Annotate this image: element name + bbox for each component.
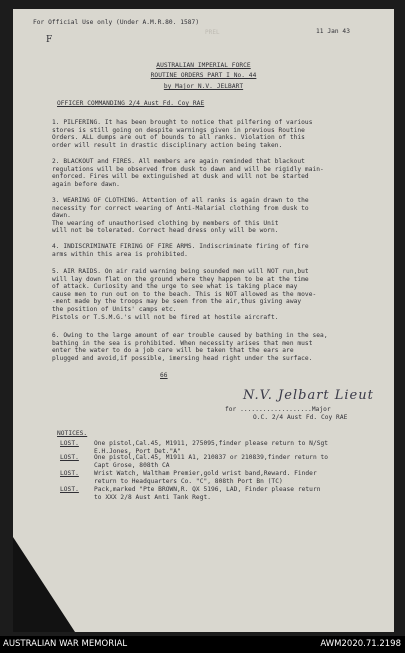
notice-text: Pack,marked "Pte BROWN,R. QX 5196, LAD, Finder please return [94, 486, 321, 493]
paragraph-air-raids [52, 268, 382, 321]
paragraph-line: will lay down flat on the ground where they happen to be at the time [52, 275, 309, 283]
notice-text: to XXX 2/8 Aust Anti Tank Regt. [94, 493, 212, 501]
notice-text: One pistol,Cal.45, M1911, 275095,finder please return to N/Sgt [94, 440, 329, 447]
document-sheet [13, 9, 394, 632]
paragraph-ear-trouble [52, 332, 382, 362]
notice-text: Wrist Watch, Waltham Premier,gold wrist band,Reward. Finder [94, 470, 317, 477]
paragraph-line: arms within this area is prohibited. [52, 250, 188, 258]
signature-line: for ...................Major [225, 406, 331, 413]
paragraph-line: 4. INDISCRIMINATE FIRING OF FIRE ARMS. Indiscriminate firing of fire [52, 243, 309, 250]
paragraph-line: 1. PILFERING. It has been brought to notice that pilfering of various [52, 119, 313, 126]
notice-text: Capt Grose, 808th CA [94, 461, 170, 469]
paragraph-line: 5. AIR RAIDS. On air raid warning being sounded men will NOT run,but [52, 268, 309, 275]
paragraph-line: -ment made by the troops may be seen from the air,thus giving away [52, 298, 302, 306]
paragraph-line: 6. Owing to the large amount of ear trouble caused by bathing in the sea, [52, 332, 328, 339]
handwritten-mark: F [46, 35, 53, 45]
paragraph-line: Orders. ALL dumps are out of bounds to all ranks. Violation of this [52, 134, 305, 142]
paragraph-line: of attack. Curiosity and the urge to see what is taking place may [52, 283, 298, 291]
paragraph-line: the position of Units' camps etc. [52, 305, 177, 313]
paragraph-line: 3. WEARING OF CLOTHING. Attention of all ranks is again drawn to the [52, 197, 309, 204]
paragraph-line: cause men to run out on to the beach. This is NOT allowed as the move- [52, 290, 317, 298]
notice-item [60, 486, 390, 501]
notice-item [60, 440, 390, 455]
title-by-major: by Major N.V. JELBART [163, 83, 244, 90]
paragraph-line: dawn. [52, 212, 71, 220]
paragraph-line: regulations will be observed from dusk to dawn and will be rigidly main- [52, 165, 324, 173]
notice-label: LOST. [60, 440, 79, 447]
footer-accession-number: AWM2020.71.2198 [320, 639, 401, 649]
paragraph-line: The wearing of unauthorised clothing by members of this Unit [52, 219, 279, 227]
notice-label: LOST. [60, 454, 79, 461]
officer-commanding: OFFICER COMMANDING 2/4 Aust Fd. Coy RAE [57, 100, 205, 107]
notice-item [60, 454, 390, 469]
notice-label: LOST. [60, 470, 79, 477]
title-routine-orders: ROUTINE ORDERS PART I No. 44 [150, 72, 257, 79]
end-number: 66 [160, 372, 168, 379]
notice-text: E.H.Jones, Port Det."A" [94, 447, 181, 455]
order-date: 11 Jan 43 [316, 28, 350, 35]
paragraph-line: Pistols or T.S.M.G.'s will not be fired at hostile aircraft. [52, 313, 279, 321]
paragraph-line: enforced. Fires will be extinguished at dusk and will not be started [52, 173, 309, 181]
notice-item [60, 470, 390, 485]
signature-handwriting: N.V. Jelbart Lieut [243, 388, 374, 403]
paragraph-line: will not be tolerated. Correct head dress only will be worn. [52, 227, 279, 235]
paragraph-line: 2. BLACKOUT and FIRES. All members are again reminded that blackout [52, 158, 305, 165]
notices-heading: NOTICES. [57, 430, 88, 437]
paragraph-line: order will result in drastic disciplinary action being taken. [52, 141, 283, 149]
torn-corner [13, 537, 75, 632]
notice-text: return to Headquarters Co. "C", 808th Port Bn (TC) [94, 477, 283, 485]
paragraph-blackout [52, 158, 382, 188]
faint-stamp: PREL [205, 29, 220, 36]
official-use-header: For Official Use only (Under A.M.R.80. 1587) [33, 19, 200, 26]
paragraph-fire-arms [52, 243, 382, 258]
paragraph-pilfering [52, 119, 382, 149]
title-force: AUSTRALIAN IMPERIAL FORCE [156, 62, 251, 69]
paragraph-line: again before dawn. [52, 180, 120, 188]
signature-title: O.C. 2/4 Aust Fd. Coy RAE [253, 414, 348, 421]
paragraph-line: stores is still going on despite warnings given in previous Routine [52, 126, 305, 134]
paragraph-line: plugged and avoid,if possible, imersing head right under the surface. [52, 354, 313, 362]
paragraph-line: bathing in the sea is prohibited. When necessity arises that men must [52, 339, 313, 347]
paragraph-line: necessity for correct wearing of Anti-Malarial clothing from dusk to [52, 204, 309, 212]
footer-institution: AUSTRALIAN WAR MEMORIAL [3, 639, 128, 649]
notice-text: One pistol,Cal.45, M1911 A1, 210837 or 210839,finder return to [94, 454, 329, 461]
paragraph-clothing [52, 197, 382, 235]
notice-label: LOST. [60, 486, 79, 493]
paragraph-line: enter the water to do a job care will be taken that the ears are [52, 347, 294, 355]
archive-footer [0, 636, 405, 653]
